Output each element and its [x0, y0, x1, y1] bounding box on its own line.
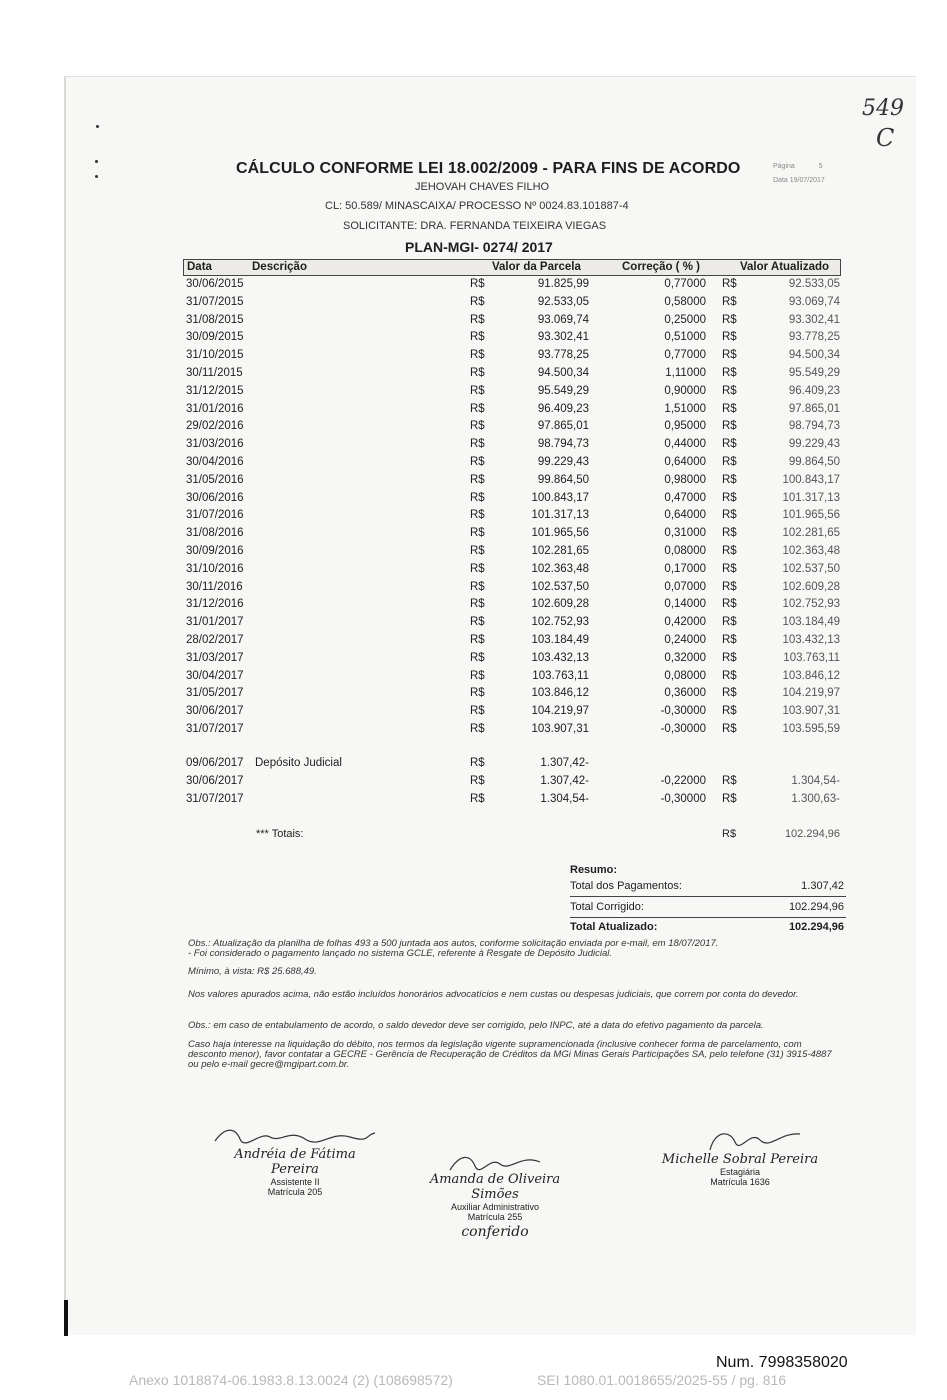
- row-updated-currency: R$: [722, 598, 737, 611]
- totals-value: 102.294,96: [784, 828, 840, 840]
- document-title: CÁLCULO CONFORME LEI 18.002/2009 - PARA FINS DE ACORDO: [236, 160, 741, 177]
- row-correction: 0,07000: [664, 580, 706, 593]
- row-correction: 0,90000: [664, 384, 706, 397]
- row-value: 99.864,50: [537, 473, 589, 486]
- row-correction: 0,24000: [664, 634, 706, 646]
- row-updated-value: 98.794,73: [788, 420, 840, 433]
- signer-reg-3: Matrícula 1636: [710, 1177, 770, 1187]
- row-correction: 0,58000: [664, 295, 706, 308]
- row-currency: R$: [470, 367, 485, 379]
- table-header: [183, 259, 841, 276]
- signer-name-2: Amanda de Oliveira Simões: [429, 1172, 561, 1202]
- note-settlement: Obs.: em caso de entabulamento de acordo, o saldo devedor deve ser corrigido, pelo INPC, até a data do efetivo pagamento da parcela.: [188, 1020, 764, 1031]
- table-row: [0, 687, 947, 705]
- row-correction: 0,51000: [664, 331, 706, 344]
- row-date: 31/01/2016: [186, 402, 244, 415]
- row-updated-value: 93.302,41: [788, 313, 840, 326]
- row-updated-currency: R$: [722, 705, 737, 718]
- conferido-note: conferido: [461, 1224, 529, 1240]
- row-description: Depósito Judicial: [255, 757, 342, 769]
- row-value: 102.363,48: [531, 562, 589, 575]
- row-value: 102.281,65: [531, 545, 589, 557]
- row-currency: R$: [470, 402, 485, 415]
- row-value: 104.219,97: [531, 705, 589, 718]
- row-value: 103.846,12: [531, 687, 589, 700]
- row-currency: R$: [470, 331, 485, 344]
- row-updated-currency: R$: [722, 331, 737, 344]
- row-date: 31/03/2017: [186, 651, 244, 664]
- row-currency: R$: [470, 473, 485, 486]
- row-value: 93.069,74: [537, 313, 589, 326]
- row-updated-value: 102.363,48: [782, 545, 840, 557]
- summary-corrected-value: 102.294,96: [788, 901, 844, 913]
- row-date: 31/08/2015: [186, 313, 244, 326]
- row-correction: 0,31000: [664, 527, 706, 540]
- signer-role-2: Auxiliar Administrativo: [450, 1202, 540, 1212]
- table-row: [0, 349, 947, 367]
- row-value: 93.778,25: [537, 349, 589, 362]
- table-row: [0, 296, 947, 314]
- row-updated-currency: R$: [722, 509, 737, 522]
- signer-role-3: Estagiária: [719, 1167, 761, 1177]
- row-updated-value: 101.317,13: [782, 491, 840, 504]
- row-value: 1.307,42-: [540, 757, 589, 769]
- row-correction: 0,77000: [664, 349, 706, 362]
- row-date: 31/05/2017: [186, 687, 244, 700]
- row-correction: 0,08000: [664, 545, 706, 557]
- row-correction: 1,11000: [665, 367, 706, 379]
- row-updated-currency: R$: [722, 580, 737, 593]
- table-row: [0, 705, 947, 723]
- row-value: 101.965,56: [531, 527, 589, 540]
- row-updated-currency: R$: [722, 473, 737, 486]
- row-updated-value: 102.752,93: [782, 598, 840, 611]
- row-value: 95.549,29: [537, 384, 589, 397]
- row-value: 93.302,41: [537, 331, 589, 344]
- document-number: Num. 7998358020: [716, 1354, 848, 1371]
- row-correction: 1,51000: [664, 402, 706, 415]
- row-date: 30/06/2017: [186, 705, 244, 718]
- row-date: 31/07/2017: [186, 792, 244, 805]
- row-updated-value: 93.778,25: [788, 331, 840, 344]
- table-row: [0, 563, 947, 581]
- table-row: [0, 492, 947, 510]
- table-row: [0, 757, 947, 775]
- totals-label: *** Totais:: [256, 828, 304, 840]
- row-updated-value: 97.865,01: [788, 402, 840, 415]
- row-date: 30/06/2017: [186, 774, 244, 787]
- row-updated-currency: R$: [722, 438, 737, 451]
- table-row: [0, 793, 947, 811]
- row-date: 30/11/2016: [186, 580, 243, 593]
- signer-name-1: Andréia de Fátima Pereira: [234, 1147, 356, 1177]
- row-currency: R$: [470, 545, 485, 557]
- row-value: 101.317,13: [531, 509, 589, 522]
- row-value: 99.229,43: [537, 456, 589, 468]
- row-value: 103.763,11: [532, 669, 589, 682]
- signer-reg-1: Matrícula 205: [267, 1187, 323, 1197]
- row-updated-value: 103.763,11: [783, 651, 840, 664]
- row-date: 31/10/2015: [186, 349, 244, 362]
- table-row: [0, 670, 947, 688]
- page-info: [773, 160, 825, 188]
- footer-anexo: Anexo 1018874-06.1983.8.13.0024 (2) (108698572): [129, 1372, 453, 1388]
- row-currency: R$: [470, 313, 485, 326]
- row-value: 102.752,93: [531, 616, 589, 629]
- row-updated-value: 101.965,56: [782, 509, 840, 522]
- scan-edge: [64, 1300, 68, 1336]
- summary-corrected-label: Total Corrigido:: [570, 901, 644, 913]
- table-row: [0, 385, 947, 403]
- row-date: 31/12/2015: [186, 384, 244, 397]
- handwritten-signature-2: [420, 1150, 570, 1172]
- row-correction: -0,30000: [660, 705, 706, 718]
- header-updated: Valor Atualizado: [740, 261, 830, 273]
- table-row: [0, 331, 947, 349]
- row-updated-value: 103.846,12: [782, 669, 840, 682]
- row-updated-value: 93.069,74: [788, 295, 840, 308]
- row-currency: R$: [470, 757, 485, 769]
- row-date: 30/06/2016: [186, 491, 244, 504]
- plan-number: PLAN-MGI- 0274/ 2017: [405, 239, 553, 255]
- row-currency: R$: [470, 774, 485, 787]
- row-correction: -0,30000: [660, 723, 706, 735]
- table-row: [0, 278, 947, 296]
- row-updated-currency: R$: [722, 349, 737, 362]
- row-value: 102.537,50: [531, 580, 589, 593]
- summary-payments-value: 1.307,42: [801, 880, 844, 892]
- row-updated-currency: R$: [722, 491, 737, 504]
- row-currency: R$: [470, 527, 485, 540]
- row-updated-value: 103.595,59: [782, 723, 840, 735]
- summary-payments-label: Total dos Pagamentos:: [570, 880, 682, 892]
- table-row: [0, 545, 947, 563]
- summary-rule: [570, 917, 846, 918]
- row-correction: 0,08000: [664, 669, 706, 682]
- row-updated-currency: R$: [722, 367, 737, 379]
- row-date: 30/04/2016: [186, 456, 244, 468]
- row-updated-value: 1.300,63-: [791, 792, 840, 805]
- handwritten-page-letter: C: [876, 124, 895, 152]
- row-currency: R$: [470, 792, 485, 805]
- row-updated-value: 104.219,97: [782, 687, 840, 700]
- row-updated-currency: R$: [722, 384, 737, 397]
- totals-currency: R$: [722, 828, 737, 840]
- row-correction: 0,14000: [664, 598, 706, 611]
- row-currency: R$: [470, 438, 485, 451]
- note-obs-2: - Foi considerado o pagamento lançado no sistema GCLE, referente à Resgate de Depósito Judicial.: [188, 948, 613, 959]
- row-value: 100.843,17: [531, 491, 589, 504]
- header-value: Valor da Parcela: [492, 261, 581, 273]
- row-updated-currency: R$: [722, 651, 737, 664]
- row-currency: R$: [470, 491, 485, 504]
- summary-updated-label: Total Atualizado:: [570, 921, 658, 933]
- table-row: [0, 616, 947, 634]
- row-correction: 0,42000: [664, 616, 706, 629]
- row-correction: 0,64000: [664, 456, 706, 468]
- debtor-name: JEHOVAH CHAVES FILHO: [415, 181, 550, 193]
- row-updated-value: 102.609,28: [782, 580, 840, 593]
- row-updated-currency: R$: [722, 456, 737, 468]
- row-updated-currency: R$: [722, 545, 737, 557]
- row-updated-value: 99.864,50: [788, 456, 840, 468]
- row-date: 31/01/2017: [186, 616, 244, 629]
- table-row: [0, 581, 947, 599]
- table-row: [0, 474, 947, 492]
- row-value: 94.500,34: [537, 367, 589, 379]
- row-date: 30/11/2015: [186, 367, 243, 379]
- row-value: 92.533,05: [537, 295, 589, 308]
- row-date: 31/07/2017: [186, 723, 244, 735]
- row-updated-value: 103.907,31: [782, 705, 840, 718]
- note-obs-1: Obs.: Atualização da planilha de folhas 493 a 500 juntada aos autos, conforme solicitação enviada por e-mail, em 18/07/2017.: [188, 938, 719, 949]
- row-updated-value: 102.537,50: [782, 562, 840, 575]
- row-currency: R$: [470, 598, 485, 611]
- row-currency: R$: [470, 580, 485, 593]
- table-row: [0, 634, 947, 652]
- row-value: 1.307,42-: [540, 774, 589, 787]
- row-correction: -0,30000: [660, 792, 706, 805]
- requester: SOLICITANTE: DRA. FERNANDA TEIXEIRA VIEGAS: [343, 220, 607, 232]
- date-value: 19/07/2017: [789, 177, 825, 184]
- row-updated-currency: R$: [722, 792, 737, 805]
- handwritten-signature-3: [660, 1128, 820, 1152]
- row-updated-currency: R$: [722, 527, 737, 540]
- row-updated-value: 1.304,54-: [791, 774, 840, 787]
- table-row: [0, 403, 947, 421]
- note-fees: Nos valores apurados acima, não estão incluídos honorários advocatícios e nem custas ou despesas judiciais, que correm por conta do devedor.: [188, 989, 799, 1000]
- signer-reg-2: Matrícula 255: [467, 1212, 523, 1222]
- row-currency: R$: [470, 669, 485, 682]
- row-currency: R$: [470, 384, 485, 397]
- row-updated-currency: R$: [722, 669, 737, 682]
- date-label: Data: [773, 177, 788, 184]
- table-row: [0, 527, 947, 545]
- row-currency: R$: [470, 349, 485, 362]
- scan-speck: [96, 125, 99, 128]
- row-currency: R$: [470, 651, 485, 664]
- row-value: 103.432,13: [531, 651, 589, 664]
- row-correction: 0,95000: [664, 420, 706, 433]
- row-value: 102.609,28: [531, 598, 589, 611]
- row-value: 97.865,01: [537, 420, 589, 433]
- scan-speck: [95, 175, 98, 178]
- row-correction: 0,44000: [664, 438, 706, 451]
- row-currency: R$: [470, 723, 485, 735]
- page-label: Página: [773, 163, 795, 170]
- row-correction: 0,25000: [664, 313, 706, 326]
- row-currency: R$: [470, 278, 485, 290]
- row-value: 98.794,73: [537, 438, 589, 451]
- row-updated-currency: R$: [722, 687, 737, 700]
- row-correction: 0,32000: [664, 651, 706, 664]
- table-row: [0, 367, 947, 385]
- signature-block-1: [210, 1125, 380, 1197]
- row-updated-currency: R$: [722, 402, 737, 415]
- row-correction: 0,17000: [664, 562, 706, 575]
- row-date: 31/03/2016: [186, 438, 244, 451]
- row-currency: R$: [470, 509, 485, 522]
- table-row: [0, 456, 947, 474]
- page-value: 5: [818, 163, 823, 170]
- summary-updated-value: 102.294,96: [788, 921, 844, 933]
- row-updated-value: 95.549,29: [788, 367, 840, 379]
- table-row: [0, 775, 947, 793]
- summary-title: Resumo:: [570, 864, 618, 876]
- row-updated-currency: R$: [722, 616, 737, 629]
- header-correction: Correção ( % ): [622, 261, 700, 273]
- header-description: Descrição: [252, 261, 307, 273]
- row-updated-value: 103.184,49: [782, 616, 840, 629]
- handwritten-signature-1: [210, 1125, 380, 1147]
- table-row: [0, 509, 947, 527]
- row-updated-value: 96.409,23: [788, 384, 840, 397]
- table-row: [0, 723, 947, 741]
- summary-rule: [570, 896, 846, 897]
- row-date: 09/06/2017: [186, 757, 244, 769]
- note-contact: Caso haja interesse na liquidação do débito, nos termos da legislação vigente supramencionada (inclusive conhecer forma de parcelamento, com desconto menor), favor contatar a GECRE - Gerência de Recuperação de Créditos da MGi Minas Gerais Participações SA, pelo telefone (31) 3915-4887 ou pelo e-mail gecre@mgipart.com.br.: [188, 1039, 832, 1070]
- row-date: 31/05/2016: [186, 473, 244, 486]
- row-date: 30/04/2017: [186, 669, 244, 682]
- row-updated-currency: R$: [722, 295, 737, 308]
- row-date: 31/12/2016: [186, 598, 244, 611]
- scan-speck: [95, 160, 98, 163]
- row-currency: R$: [470, 634, 485, 646]
- row-date: 30/09/2015: [186, 331, 244, 344]
- row-updated-currency: R$: [722, 420, 737, 433]
- row-date: 31/10/2016: [186, 562, 244, 575]
- row-updated-value: 100.843,17: [782, 473, 840, 486]
- row-date: 29/02/2016: [186, 420, 244, 433]
- row-updated-currency: R$: [722, 313, 737, 326]
- row-updated-currency: R$: [722, 562, 737, 575]
- row-date: 30/06/2015: [186, 278, 244, 290]
- row-date: 28/02/2017: [186, 634, 244, 646]
- row-currency: R$: [470, 687, 485, 700]
- table-row: [0, 438, 947, 456]
- row-updated-currency: R$: [722, 774, 737, 787]
- table-row: [0, 314, 947, 332]
- row-value: 96.409,23: [537, 402, 589, 415]
- row-currency: R$: [470, 616, 485, 629]
- row-date: 30/09/2016: [186, 545, 244, 557]
- table-row: [0, 420, 947, 438]
- row-correction: 0,64000: [664, 509, 706, 522]
- note-minimum: Mínimo, à vista: R$ 25.688,49.: [188, 966, 317, 977]
- row-currency: R$: [470, 420, 485, 433]
- row-date: 31/07/2016: [186, 509, 244, 522]
- row-value: 103.184,49: [531, 634, 589, 646]
- signer-name-3: Michelle Sobral Pereira: [661, 1152, 819, 1167]
- row-value: 103.907,31: [531, 723, 589, 735]
- header-date: Data: [187, 261, 212, 273]
- row-updated-value: 102.281,65: [782, 527, 840, 540]
- row-currency: R$: [470, 295, 485, 308]
- row-updated-currency: R$: [722, 634, 737, 646]
- row-value: 91.825,99: [537, 278, 589, 290]
- row-correction: -0,22000: [660, 774, 706, 787]
- row-updated-currency: R$: [722, 278, 737, 290]
- row-updated-value: 99.229,43: [788, 438, 840, 451]
- table-row: [0, 598, 947, 616]
- row-correction: 0,77000: [664, 278, 706, 290]
- row-date: 31/07/2015: [186, 295, 244, 308]
- row-currency: R$: [470, 705, 485, 718]
- row-correction: 0,36000: [664, 687, 706, 700]
- process-number: CL: 50.589/ MINASCAIXA/ PROCESSO Nº 0024.83.101887-4: [325, 200, 629, 212]
- signature-block-3: [660, 1128, 820, 1187]
- row-updated-currency: R$: [722, 723, 737, 735]
- row-value: 1.304,54-: [540, 792, 589, 805]
- table-row: [0, 652, 947, 670]
- row-currency: R$: [470, 456, 485, 468]
- footer-sei: SEI 1080.01.0018655/2025-55 / pg. 816: [537, 1372, 787, 1388]
- row-correction: 0,98000: [664, 473, 706, 486]
- handwritten-page-number: 549: [862, 96, 904, 121]
- row-updated-value: 103.432,13: [782, 634, 840, 646]
- signer-role-1: Assistente II: [270, 1177, 320, 1187]
- row-correction: 0,47000: [664, 491, 706, 504]
- row-updated-value: 94.500,34: [788, 349, 840, 362]
- row-date: 31/08/2016: [186, 527, 244, 540]
- row-currency: R$: [470, 562, 485, 575]
- row-updated-value: 92.533,05: [788, 278, 840, 290]
- signature-block-2: [420, 1150, 570, 1240]
